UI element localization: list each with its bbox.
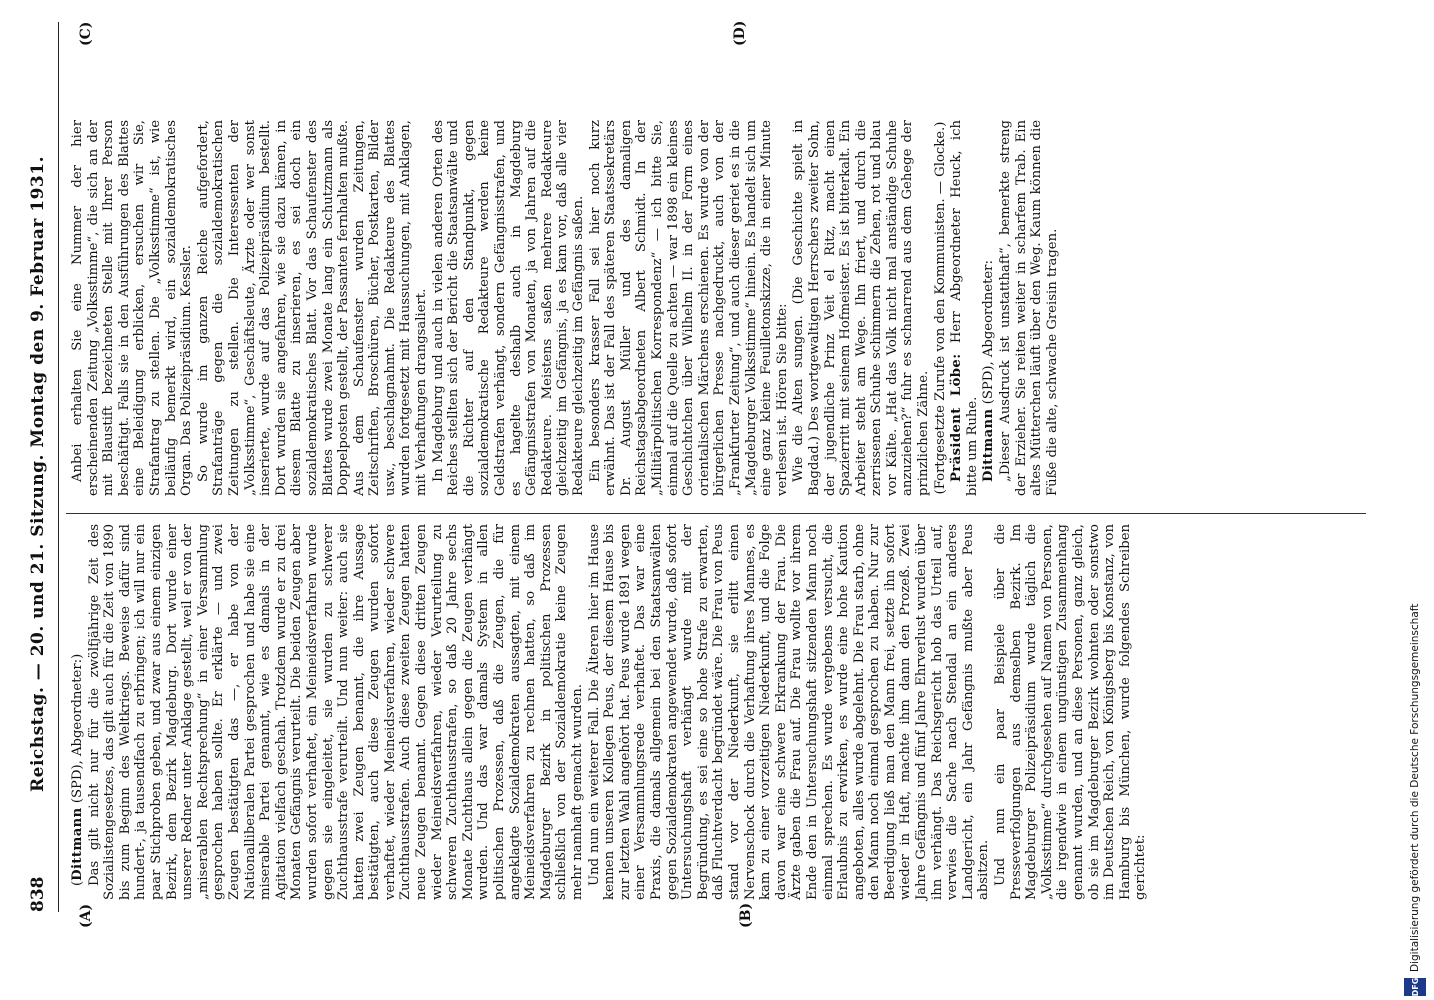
paragraph: Das gilt nicht nur für die zwölfjährige Zeit des Sozialistengesetzes, das gilt auch für die Zeit von 1890 bis zum Beginn des Weltkriegs. Beweise dafür sind hundert-, ja tausendfach zu erbringen; ich will nur ein paar Stichproben geben, und zwar aus einem einzigen Bezirk, dem Bezirk Magdeburg. Dort wurde einer unserer Redner unter Anklage gestellt, weil er von der „miserablen Rechtsprechung“ in einer Versammlung gesprochen haben sollte. Er erklärte — und zwei Zeugen bestätigten das —, er habe von der Nationalliberalen Partei gesprochen und habe sie eine miserable Partei genannt, wie es damals in der Agitation vielfach geschah. Trotzdem wurde er zu drei Monaten Gefängnis verurteilt. Die beiden Zeugen aber wurden sofort verhaftet, ein Meineidsverfahren wurde gegen sie eingeleitet, sie wurden zu schwerer Zuchthausstrafe verurteilt. Und nun weiter: auch sie hatten zwei Zeugen benannt, die ihre Aussage bestätigten, auch diese Zeugen wurden sofort verhaftet, wieder Meineidsverfahren, wieder schwere Zuchthausstrafen. Auch diese zweiten Zeugen hatten neue Zeugen benannt. Gegen diese dritten Zeugen wieder Meineidsverfahren, wieder Verurteilung zu schweren Zuchthausstrafen, so daß 20 Jahre sechs Monate Zuchthaus allein gegen die Zeugen verhängt wurden. Und das war damals System in allen politischen Prozessen, daß die Zeugen, die für angeklagte Sozialdemokraten aussagten, mit einem Meineidsverfahren zu rechnen hatten, so daß im Magdeburger Bezirk in politischen Prozessen schließlich von der Sozialdemokratie keine Zeugen mehr namhaft gemacht wurden. bbox=[86, 524, 585, 900]
speaker-name: Dittmann bbox=[981, 408, 997, 482]
page-number: 838 bbox=[28, 876, 48, 912]
president-line bbox=[949, 120, 980, 496]
paragraph: Und nun ein paar Beispiele über die Presseverfolgungen aus demselben Bezirk. Im Magdeburger Polizeipräsidium wurde täglich die „Volksstimme“ durchgesehen auf Namen von Personen, die irgendwie in einem ungünstigen Zusammenhang genannt wurden, und an diese Personen, ganz gleich, ob sie im Magdeburger Bezirk wohnten oder sonstwo im Deutschen Reich, von Königsberg bis Konstanz, von Hamburg bis München, wurde folgendes Schreiben gerichtet: bbox=[993, 524, 1149, 900]
dfg-logo-text: DFG bbox=[1410, 977, 1420, 997]
footer bbox=[1398, 0, 1432, 1000]
margin-mark-c: (C) bbox=[78, 21, 94, 46]
running-head: Reichstag. — 20. und 21. Sitzung. Montag den 9. Februar 1931. bbox=[28, 155, 48, 792]
interjection: (Fortgesetzte Zurufe von den Kommunisten. — Glocke.) bbox=[932, 121, 948, 495]
dfg-logo bbox=[1404, 978, 1426, 996]
paragraph: Ein besonders krasser Fall sei hier noch kurz erwähnt. Das ist der Fall des späteren Staatssekretärs Dr. August Müller und des damaligen Reichstagsabgeordneten Albert Schmidt. In der „Militärpolitischen Korrespondenz“ — ich bitte Sie, einmal auf die Quelle zu achten — war 1898 ein kleines Geschichtchen über Wilhelm II. in der Form eines orientalischen Märchens erschienen. Es wurde von der bürgerlichen Presse nachgedruckt, auch von der „Frankfurter Zeitung“, und auch dieser geriet es in die „Magdeburger Volksstimme“ hinein. Es handelt sich um eine ganz kleine Feuilletonskizze, die in einer Minute verlesen ist. Hören Sie bitte: bbox=[587, 120, 790, 496]
speaker-party: (SPD), Abgeordneter: bbox=[981, 260, 997, 405]
speaker-party: (SPD), Abgeordneter:) bbox=[70, 653, 85, 804]
quote: „Dieser Ausdruck ist unstatthaft“, bemerkte streng der Erzieher. Sie reiten weiter in scharfem Trab. Ein altes Mütterchen läuft über den Weg. Kaum können die Füße die alte, schwache Greisin tragen. bbox=[998, 120, 1060, 496]
left-column bbox=[70, 524, 1149, 900]
paragraph: In Magdeburg und auch in vielen anderen Orten des Reiches stellten sich der Bericht die Staatsanwälte und die Richter auf den Standpunkt, gegen sozialdemokratische Redakteure werden keine Geldstrafen verhängt, sondern Gefängnisstrafen, und es hagelte deshalb auch in Magdeburg Gefängnisstrafen von Monaten, ja von Jahren auf die Redakteure. Meistens saßen mehrere Redakteure gleichzeitig im Gefängnis, ja es kam vor, daß alle vier Redakteure gleichzeitig im Gefängnis saßen. bbox=[430, 120, 586, 496]
paragraph: Anbei erhalten Sie eine Nummer der hier erscheinenden Zeitung „Volksstimme“, die sich an der mit Blaustift bezeichneten Stelle mit Ihrer Person beschäftigt. Falls sie in den Ausführungen des Blattes eine Beleidigung erblicken, ersuchen wir Sie, Strafantrag zu stellen. Die „Volksstimme“ ist, wie beiläufig bemerkt wird, ein sozialdemokratisches Organ. Das Polizeipräsidium. Kessler. bbox=[70, 120, 195, 496]
page-header bbox=[18, 22, 59, 912]
speaker-name: Dittmann bbox=[70, 807, 85, 881]
margin-mark-b: (B) bbox=[738, 902, 754, 928]
right-column bbox=[70, 120, 1060, 496]
paragraph: Wie die Alten sungen. (Die Geschichte spielt in Bagdad.) Des wortgewaltigen Herrschers zweiter Sohn, der jugendliche Prinz Veit el Ritz, macht einen Spazierritt mit seinem Hofmeister. Es ist bitterkalt. Ein Arbeiter steht am Wege. Ihn friert, und durch die zerrissenen Schuhe schimmern die Zehen, rot und blau vor Kälte. „Hat das Volk nicht mal anständige Schuhe anzuziehen?“ fuhr es schnarrend aus dem Gehege der prinzlichen Zähne. bbox=[791, 120, 932, 496]
paragraph: So wurde im ganzen Reiche aufgefordert, Strafanträge gegen die sozialdemokratischen Zeitungen zu stellen. Die Interessenten der „Volksstimme“, Geschäftsleute, Ärzte oder wer sonst inserierte, wurde auf das Polizeipräsidium bestellt. Dort wurden sie angefahren, wie sie dazu kämen, in diesem Blatte zu inserieren, es sei doch ein sozialdemokratisches Blatt. Vor das Schaufenster des Blattes wurde zwei Monate lang ein Schutzmann als Doppelposten gestellt, der Passanten fernhalten mußte. Aus dem Schaufenster wurden Zeitungen, Zeitschriften, Broschüren, Bücher, Postkarten, Bilder usw., beschlagnahmt. Die Redakteure des Blattes wurden fortgesetzt mit Haussuchungen, mit Anklagen, mit Verhaftungen drangsaliert. bbox=[195, 120, 430, 496]
margin-mark-a: (A) bbox=[78, 903, 94, 928]
speaker-line: (Dittmann (SPD), Abgeordneter:) bbox=[70, 653, 85, 886]
paragraph: Und nun ein weiterer Fall. Die Älteren hier im Hause kennen unseren Kollegen Peus, der diesem Hause bis zur letzten Wahl angehört hat. Peus wurde 1891 wegen einer Versammlungsrede verhaftet. Das war eine Praxis, die damals allgemein bei den Staatsanwälten gegen Sozialdemokraten angewendet wurde, daß sofort Untersuchungshaft verhängt wurde mit der Begründung, es sei eine so hohe Strafe zu erwarten, daß Fluchtverdacht begründet wäre. Die Frau von Peus stand vor der Niederkunft, sie erlitt einen Nervenschock durch die Verhaftung ihres Mannes, es kam zu einer vorzeitigen Niederkunft, und die Folge davon war eine schwere Erkrankung der Frau. Die Ärzte gaben die Frau auf. Die Frau wollte vor ihrem Ende den in Untersuchungshaft sitzenden Mann noch einmal sprechen. Es wurde vergebens versucht, die Erlaubnis zu erwirken, es wurde eine hohe Kaution angeboten, alles wurde abgelehnt. Die Frau starb, ohne den Mann noch einmal gesprochen zu haben. Nur zur Beerdigung ließ man den Mann frei, setzte ihn sofort wieder in Haft, machte ihm dann den Prozeß. Zwei Jahre Gefängnis und fünf Jahre Ehrverlust wurden über ihn verhängt. Das Reichsgericht hob das Urteil auf, verwies die Sache nach Stendal an ein anderes Landgericht, ein Jahr Gefängnis mußte aber Peus absitzen. bbox=[586, 524, 992, 900]
president-text: Herr Abgeordneter Heuck, ich bitte um Ruhe. bbox=[949, 120, 980, 496]
margin-mark-d: (D) bbox=[732, 20, 748, 46]
president-name: Präsident Löbe: bbox=[949, 353, 965, 482]
footer-text: Digitalisierung gefördert durch die Deutsche Forschungsgemeinschaft bbox=[1409, 603, 1421, 972]
column-divider bbox=[66, 513, 1366, 514]
speaker-line bbox=[981, 120, 997, 496]
